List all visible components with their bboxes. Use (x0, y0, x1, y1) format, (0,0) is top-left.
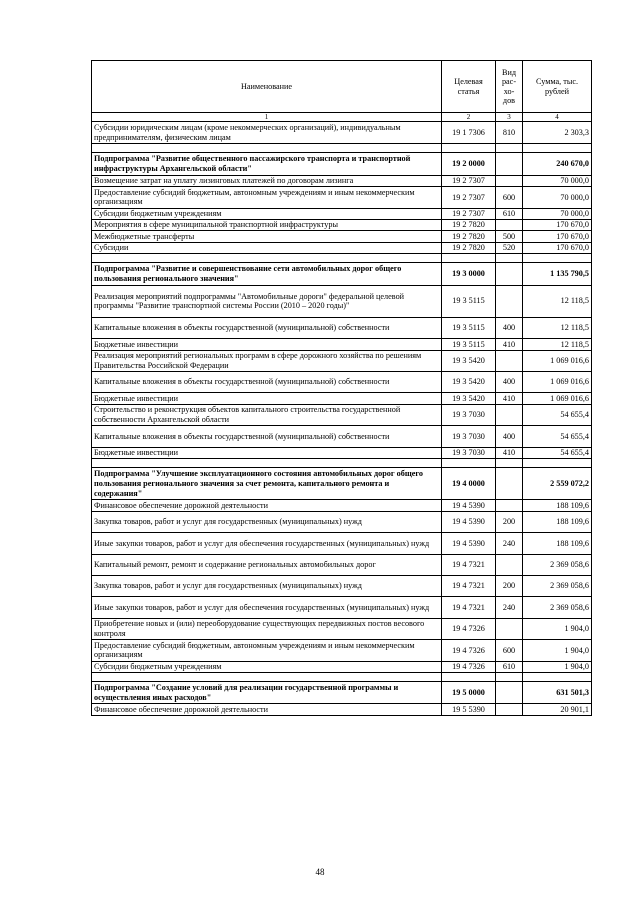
spacer-cell (523, 459, 592, 468)
cell-expense-type: 400 (496, 372, 523, 393)
cell-amount: 20 901,1 (523, 704, 592, 715)
cell-name: Бюджетные инвестиции (92, 339, 442, 350)
table-row (92, 704, 592, 715)
cell-amount: 188 109,6 (523, 533, 592, 554)
column-number-4: 4 (523, 113, 592, 122)
table-row (92, 372, 592, 393)
cell-amount: 12 118,5 (523, 317, 592, 338)
table-row (92, 500, 592, 511)
column-number-3: 3 (496, 113, 523, 122)
cell-name: Капитальные вложения в объекты государственной (муниципальной) собственности (92, 317, 442, 338)
cell-name: Субсидии юридическим лицам (кроме некоммерческих организаций), индивидуальным предпринимателям, физическим лицам (92, 122, 442, 144)
cell-expense-type (496, 704, 523, 715)
cell-target-article: 19 2 7820 (442, 231, 496, 242)
cell-name: Субсидии бюджетным учреждениям (92, 208, 442, 219)
cell-target-article: 19 4 7321 (442, 597, 496, 618)
subprogram-row (92, 153, 592, 175)
cell-name: Капитальный ремонт, ремонт и содержание региональных автомобильных дорог (92, 554, 442, 575)
cell-expense-type: 410 (496, 339, 523, 350)
spacer-cell (442, 459, 496, 468)
table-row (92, 575, 592, 596)
cell-target-article: 19 5 0000 (442, 681, 496, 703)
cell-target-article: 19 2 0000 (442, 153, 496, 175)
spacer-cell (442, 144, 496, 153)
cell-name: Возмещение затрат на уплату лизинговых платежей по договорам лизинга (92, 175, 442, 186)
spacer-cell (496, 672, 523, 681)
cell-target-article: 19 4 7326 (442, 661, 496, 672)
cell-name: Подпрограмма "Развитие общественного пассажирского транспорта и транспортной инфраструктуры Архангельской области" (92, 153, 442, 175)
spacer-row (92, 144, 592, 153)
cell-amount: 1 069 016,6 (523, 350, 592, 371)
cell-name: Подпрограмма "Улучшение эксплуатационного состояния автомобильных дорог общего пользования регионального значения за счет ремонта, капитального ремонта и содержания" (92, 468, 442, 500)
cell-name: Финансовое обеспечение дорожной деятельности (92, 704, 442, 715)
cell-target-article: 19 2 7307 (442, 175, 496, 186)
cell-name: Строительство и реконструкция объектов капитального строительства государственной собственности Архангельской области (92, 404, 442, 425)
spacer-cell (442, 254, 496, 263)
cell-name: Бюджетные инвестиции (92, 393, 442, 404)
header-name: Наименование (92, 61, 442, 113)
cell-name: Межбюджетные трансферты (92, 231, 442, 242)
cell-expense-type (496, 175, 523, 186)
cell-amount: 2 369 058,6 (523, 575, 592, 596)
table-row (92, 597, 592, 618)
cell-expense-type (496, 350, 523, 371)
cell-target-article: 19 4 0000 (442, 468, 496, 500)
cell-expense-type: 610 (496, 208, 523, 219)
budget-table (91, 60, 592, 716)
cell-target-article: 19 4 7321 (442, 554, 496, 575)
cell-amount: 631 501,3 (523, 681, 592, 703)
cell-target-article: 19 4 5390 (442, 500, 496, 511)
cell-expense-type: 810 (496, 122, 523, 144)
cell-target-article: 19 3 7030 (442, 404, 496, 425)
cell-amount: 54 655,4 (523, 447, 592, 458)
cell-name: Мероприятия в сфере муниципальной транспортной инфраструктуры (92, 219, 442, 230)
cell-amount: 1 904,0 (523, 618, 592, 639)
table-row (92, 404, 592, 425)
cell-expense-type: 240 (496, 597, 523, 618)
table-row (92, 242, 592, 253)
cell-expense-type (496, 681, 523, 703)
spacer-cell (442, 672, 496, 681)
cell-name: Капитальные вложения в объекты государственной (муниципальной) собственности (92, 426, 442, 447)
cell-expense-type (496, 618, 523, 639)
table-row (92, 447, 592, 458)
cell-target-article: 19 2 7307 (442, 208, 496, 219)
cell-name: Подпрограмма "Создание условий для реализации государственной программы и осуществления иных расходов" (92, 681, 442, 703)
spacer-cell (92, 672, 442, 681)
cell-expense-type: 200 (496, 511, 523, 532)
cell-target-article: 19 4 7321 (442, 575, 496, 596)
table-row (92, 393, 592, 404)
table-header-row (92, 61, 592, 113)
table-row (92, 350, 592, 371)
spacer-cell (523, 672, 592, 681)
cell-amount: 70 000,0 (523, 187, 592, 208)
table-row (92, 511, 592, 532)
cell-amount: 54 655,4 (523, 426, 592, 447)
cell-amount: 2 369 058,6 (523, 554, 592, 575)
cell-target-article: 19 4 5390 (442, 511, 496, 532)
cell-amount: 170 670,0 (523, 219, 592, 230)
cell-expense-type: 410 (496, 447, 523, 458)
spacer-cell (92, 459, 442, 468)
spacer-row (92, 254, 592, 263)
cell-amount: 12 118,5 (523, 285, 592, 317)
cell-expense-type (496, 219, 523, 230)
cell-expense-type (496, 153, 523, 175)
column-number-2: 2 (442, 113, 496, 122)
cell-name: Субсидии бюджетным учреждениям (92, 661, 442, 672)
cell-amount: 170 670,0 (523, 242, 592, 253)
cell-target-article: 19 4 7326 (442, 640, 496, 661)
spacer-cell (496, 144, 523, 153)
table-row (92, 187, 592, 208)
cell-target-article: 19 2 7307 (442, 187, 496, 208)
cell-target-article: 19 3 5420 (442, 372, 496, 393)
table-row (92, 208, 592, 219)
spacer-cell (523, 144, 592, 153)
cell-name: Приобретение новых и (или) переоборудование существующих передвижных постов весового контроля (92, 618, 442, 639)
cell-target-article: 19 2 7820 (442, 219, 496, 230)
cell-target-article: 19 3 5420 (442, 393, 496, 404)
cell-name: Предоставление субсидий бюджетным, автономным учреждениям и иным некоммерческим организациям (92, 640, 442, 661)
cell-amount: 70 000,0 (523, 208, 592, 219)
cell-expense-type (496, 263, 523, 285)
cell-name: Закупка товаров, работ и услуг для государственных (муниципальных) нужд (92, 575, 442, 596)
cell-amount: 2 559 072,2 (523, 468, 592, 500)
spacer-cell (496, 459, 523, 468)
subprogram-row (92, 468, 592, 500)
cell-target-article: 19 3 5420 (442, 350, 496, 371)
cell-amount: 12 118,5 (523, 339, 592, 350)
budget-table-body (92, 61, 592, 716)
cell-target-article: 19 2 7820 (442, 242, 496, 253)
column-number-1: 1 (92, 113, 442, 122)
cell-name: Иные закупки товаров, работ и услуг для обеспечения государственных (муниципальных) нужд (92, 533, 442, 554)
cell-amount: 54 655,4 (523, 404, 592, 425)
cell-amount: 2 369 058,6 (523, 597, 592, 618)
spacer-cell (496, 254, 523, 263)
table-row (92, 533, 592, 554)
cell-target-article: 19 3 7030 (442, 426, 496, 447)
cell-target-article: 19 3 5115 (442, 339, 496, 350)
cell-target-article: 19 3 7030 (442, 447, 496, 458)
cell-target-article: 19 4 7326 (442, 618, 496, 639)
cell-amount: 1 069 016,6 (523, 393, 592, 404)
header-vid: Вид рас-хо-дов (496, 61, 523, 113)
cell-expense-type (496, 404, 523, 425)
cell-expense-type: 240 (496, 533, 523, 554)
cell-amount: 188 109,6 (523, 511, 592, 532)
cell-name: Бюджетные инвестиции (92, 447, 442, 458)
page-number: 48 (315, 867, 325, 877)
subprogram-row (92, 263, 592, 285)
table-row (92, 618, 592, 639)
cell-name: Закупка товаров, работ и услуг для государственных (муниципальных) нужд (92, 511, 442, 532)
cell-name: Субсидии (92, 242, 442, 253)
spacer-row (92, 672, 592, 681)
table-row (92, 231, 592, 242)
cell-amount: 2 303,3 (523, 122, 592, 144)
cell-expense-type: 500 (496, 231, 523, 242)
cell-expense-type: 200 (496, 575, 523, 596)
cell-target-article: 19 4 5390 (442, 533, 496, 554)
cell-amount: 1 135 790,5 (523, 263, 592, 285)
cell-amount: 1 904,0 (523, 661, 592, 672)
cell-name: Финансовое обеспечение дорожной деятельности (92, 500, 442, 511)
cell-amount: 240 670,0 (523, 153, 592, 175)
cell-expense-type: 600 (496, 640, 523, 661)
table-row (92, 317, 592, 338)
table-row (92, 661, 592, 672)
table-row (92, 640, 592, 661)
spacer-cell (92, 254, 442, 263)
cell-expense-type: 400 (496, 317, 523, 338)
column-number-row (92, 113, 592, 122)
cell-expense-type: 600 (496, 187, 523, 208)
cell-target-article: 19 3 0000 (442, 263, 496, 285)
cell-target-article: 19 3 5115 (442, 317, 496, 338)
subprogram-row (92, 681, 592, 703)
cell-expense-type: 520 (496, 242, 523, 253)
spacer-cell (92, 144, 442, 153)
cell-amount: 1 904,0 (523, 640, 592, 661)
cell-expense-type (496, 468, 523, 500)
cell-amount: 70 000,0 (523, 175, 592, 186)
cell-amount: 188 109,6 (523, 500, 592, 511)
cell-target-article: 19 1 7306 (442, 122, 496, 144)
table-row (92, 285, 592, 317)
cell-expense-type (496, 500, 523, 511)
header-sum: Сумма, тыс. рублей (523, 61, 592, 113)
header-code: Целевая статья (442, 61, 496, 113)
table-row (92, 339, 592, 350)
table-row (92, 219, 592, 230)
spacer-row (92, 459, 592, 468)
cell-target-article: 19 3 5115 (442, 285, 496, 317)
table-row (92, 554, 592, 575)
cell-name: Реализация мероприятий подпрограммы "Автомобильные дороги" федеральной целевой программы "Развитие транспортной системы России (2010 – 2020 годы)" (92, 285, 442, 317)
table-row (92, 175, 592, 186)
cell-amount: 170 670,0 (523, 231, 592, 242)
cell-name: Капитальные вложения в объекты государственной (муниципальной) собственности (92, 372, 442, 393)
table-row (92, 122, 592, 144)
cell-expense-type (496, 285, 523, 317)
cell-target-article: 19 5 5390 (442, 704, 496, 715)
cell-amount: 1 069 016,6 (523, 372, 592, 393)
cell-expense-type: 410 (496, 393, 523, 404)
cell-expense-type (496, 554, 523, 575)
table-row (92, 426, 592, 447)
cell-name: Предоставление субсидий бюджетным, автономным учреждениям и иным некоммерческим организациям (92, 187, 442, 208)
cell-expense-type: 400 (496, 426, 523, 447)
cell-name: Подпрограмма "Развитие и совершенствование сети автомобильных дорог общего пользования регионального значения" (92, 263, 442, 285)
spacer-cell (523, 254, 592, 263)
cell-name: Иные закупки товаров, работ и услуг для обеспечения государственных (муниципальных) нужд (92, 597, 442, 618)
cell-name: Реализация мероприятий региональных программ в сфере дорожного хозяйства по решениям Правительства Российской Федерации (92, 350, 442, 371)
cell-expense-type: 610 (496, 661, 523, 672)
